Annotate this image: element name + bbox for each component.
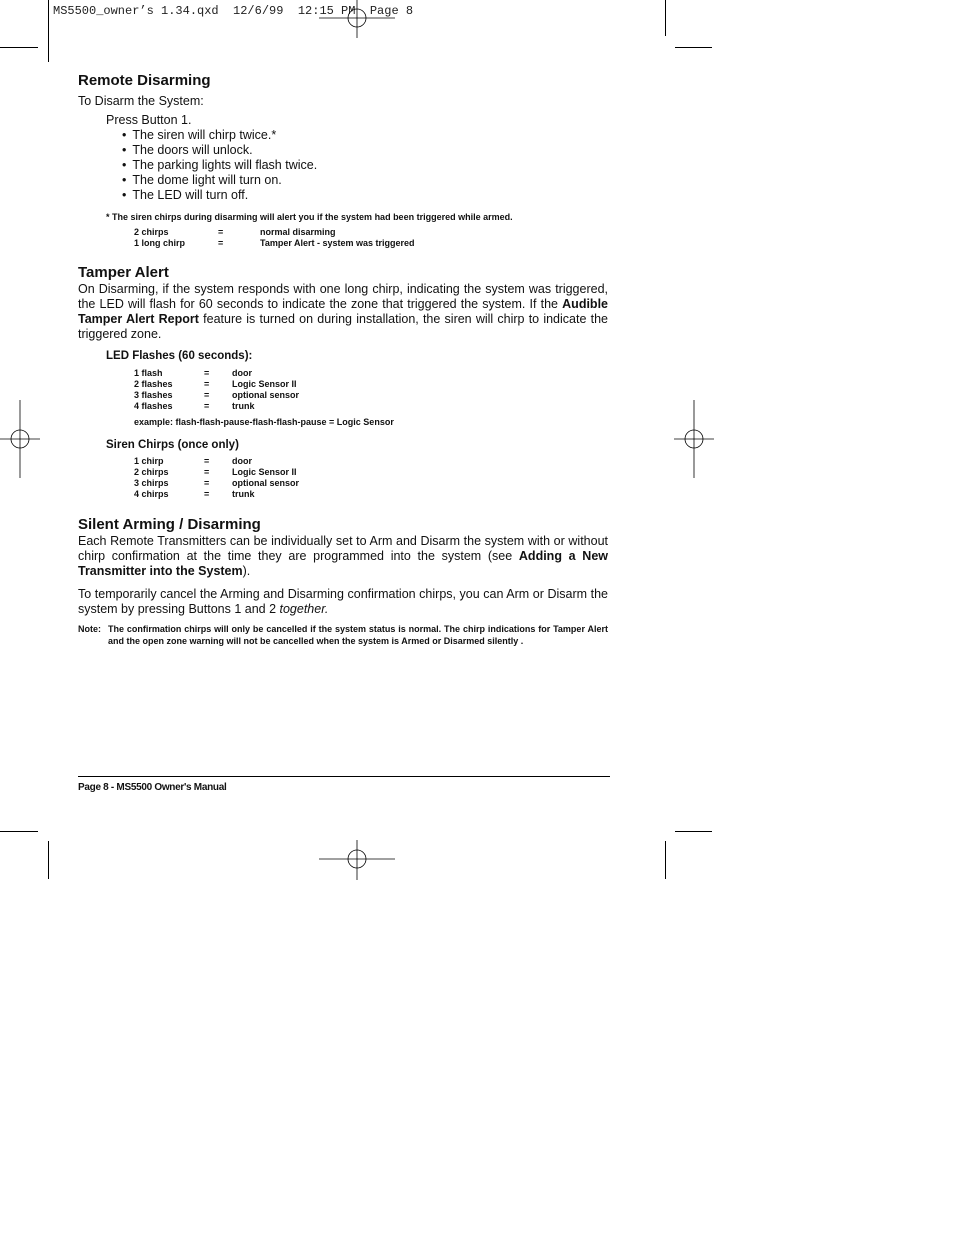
table-cell: 3 flashes [134,390,173,401]
table-row [134,478,608,489]
table-cell: Logic Sensor II [232,466,297,477]
table-cell: = [204,367,210,378]
disarm-result-list [122,128,608,203]
file-slug-line: MS5500_owner’s 1.34.qxd 12/6/99 12:15 PM Page 8 [53,4,414,18]
table-cell: door [232,367,252,378]
table-cell: 2 flashes [134,378,173,389]
table-cell: optional sensor [232,478,300,489]
section-heading-tamper-alert: Tamper Alert [78,263,169,281]
table-cell: = [204,378,210,389]
table-cell: = [204,489,210,500]
note-block [78,624,608,646]
table-cell: trunk [232,401,255,412]
section-heading-silent-arming: Silent Arming / Disarming [78,516,261,534]
crop-mark [675,47,712,48]
registration-mark-icon [319,0,395,40]
table-cell: 4 chirps [134,489,169,500]
table-cell: 2 chirps [134,227,169,238]
table-row [134,456,608,467]
crop-mark [0,831,38,832]
table-cell: 4 flashes [134,401,173,412]
table-row [134,467,608,478]
table-cell: = [204,401,210,412]
table-row [134,379,608,390]
table-cell: = [218,227,224,238]
led-flashes-heading: LED Flashes (60 seconds): [106,349,253,362]
siren-chirps-table [134,456,608,501]
temporary-cancel-paragraph: To temporarily cancel the Arming and Disarming confirmation chirps, you can Arm or Disarm the system by pressing Buttons 1 and 2 together. [78,587,608,617]
table-cell: Logic Sensor II [232,378,297,389]
table-cell: = [204,466,210,477]
table-row [134,227,608,238]
press-button-instruction: Press Button 1. [106,113,192,127]
crop-mark [665,0,666,36]
table-cell: = [204,478,210,489]
note-label: Note: [78,624,101,635]
page-content [78,72,608,647]
chirp-meaning-table [134,227,608,249]
table-row [134,401,608,412]
table-row [134,238,608,249]
list-item: • The doors will unlock. [122,143,608,158]
table-cell: Tamper Alert - system was triggered [260,238,415,249]
table-cell: 3 chirps [134,478,169,489]
table-cell: = [204,455,210,466]
table-cell: door [232,455,252,466]
footer-divider [78,776,610,777]
siren-chirps-heading: Siren Chirps (once only) [106,438,239,451]
siren-footnote: * The siren chirps during disarming will alert you if the system had been triggered while armed. [106,212,513,222]
led-flashes-table [134,368,608,413]
table-cell: normal disarming [260,227,336,238]
registration-mark-icon [674,400,714,478]
list-item: • The LED will turn off. [122,188,608,203]
disarm-intro: To Disarm the System: [78,94,204,108]
note-text: The confirmation chirps will only be cancelled if the system status is normal. The chirp indications for Tamper Alert and the open zone warning will not be cancelled when the system is Armed or Disarmed silently . [108,624,608,646]
flash-pattern-example: example: flash-flash-pause-flash-flash-pause = Logic Sensor [134,417,394,428]
table-row [134,368,608,379]
registration-mark-icon [0,400,40,478]
table-cell: optional sensor [232,390,300,401]
crop-mark [0,47,38,48]
table-cell: 1 flash [134,367,163,378]
crop-mark [675,831,712,832]
registration-mark-icon [319,822,395,880]
crop-mark [48,841,49,879]
crop-mark [48,0,49,62]
silent-arming-paragraph: Each Remote Transmitters can be individually set to Arm and Disarm the system with or without chirp confirmation at the time they are programmed into the system (see Adding a New Transmitter into the System). [78,534,608,579]
table-cell: trunk [232,489,255,500]
crop-mark [665,841,666,879]
table-cell: 1 chirp [134,455,164,466]
section-heading-remote-disarming: Remote Disarming [78,72,211,89]
table-cell: = [204,390,210,401]
table-cell: 1 long chirp [134,238,186,249]
list-item: • The parking lights will flash twice. [122,158,608,173]
table-cell: 2 chirps [134,466,169,477]
list-item: • The siren will chirp twice.* [122,128,608,143]
table-row [134,489,608,500]
page-footer: Page 8 - MS5500 Owner's Manual [78,782,227,793]
list-item: • The dome light will turn on. [122,173,608,188]
tamper-alert-paragraph: On Disarming, if the system responds with one long chirp, indicating the system was triggered, the LED will flash for 60 seconds to indicate the zone that triggered the system. If the Audible Tamper Alert Report feature is turned on during installation, the siren will chirp to indicate the triggered zone. [78,281,609,341]
table-row [134,390,608,401]
table-cell: = [218,238,224,249]
